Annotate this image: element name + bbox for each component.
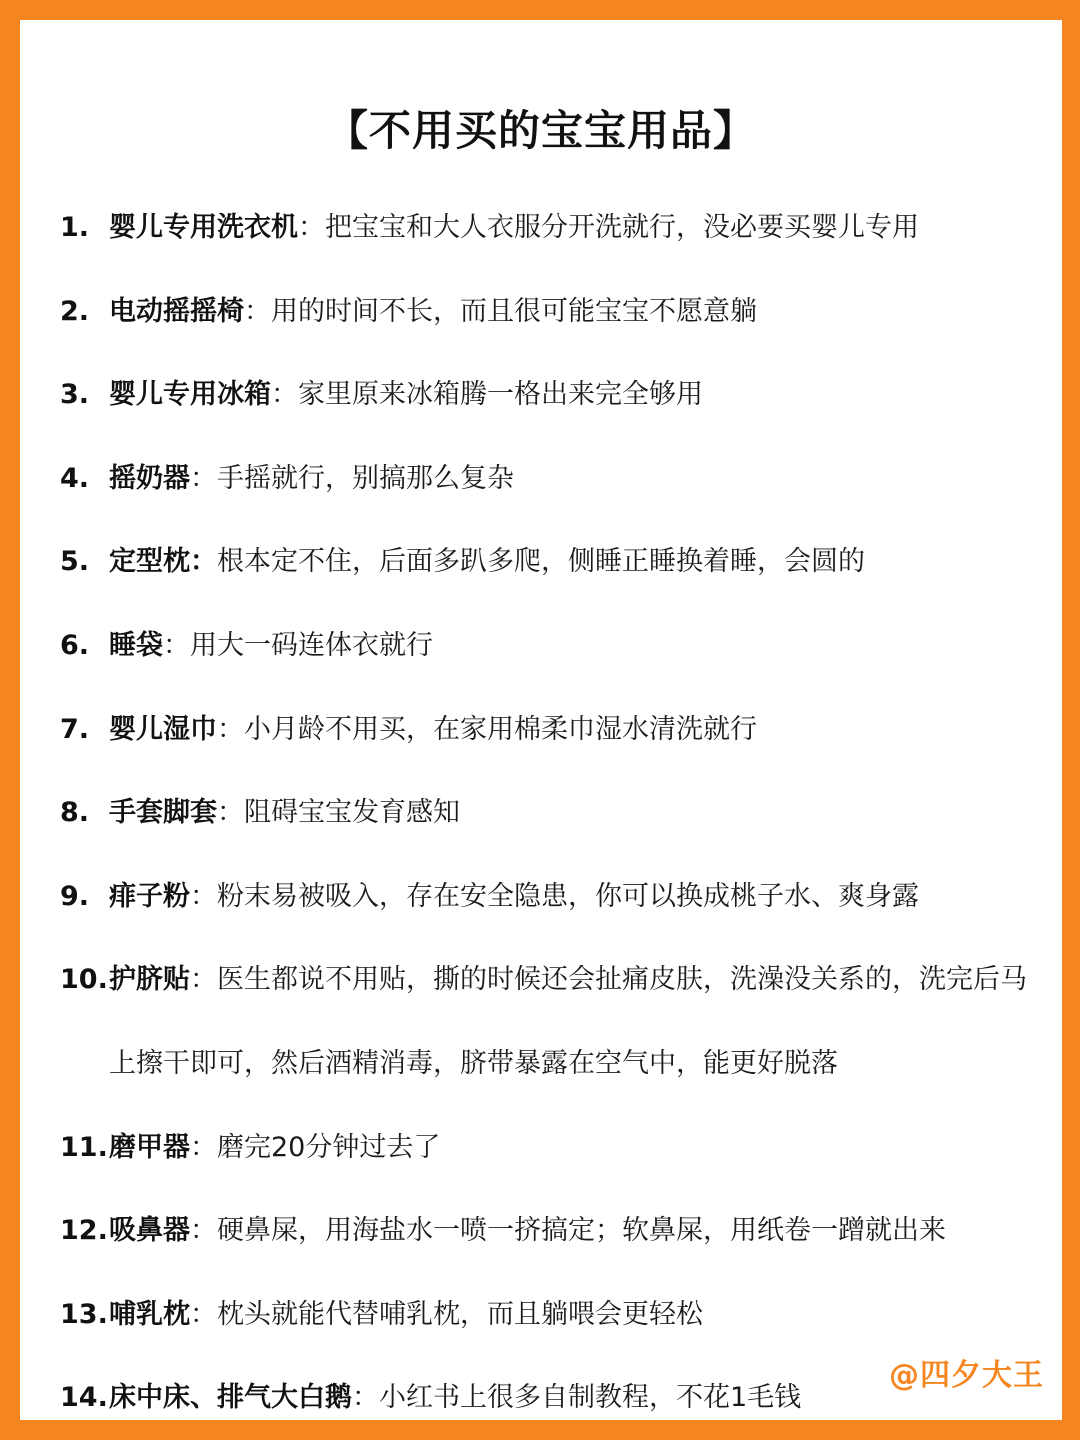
item-term: 护脐贴 [109,964,190,996]
item-description: 用的时间不长，而且很可能宝宝不愿意躺 [271,295,757,327]
item-description: 硬鼻屎，用海盐水一喷一挤搞定；软鼻屎，用纸卷一蹭就出来 [217,1215,946,1247]
item-term: 手套脚套 [109,797,217,829]
item-term: 婴儿专用冰箱 [109,379,271,411]
list-item [60,688,1050,772]
page-title: 【不用买的宝宝用品】 [325,106,756,155]
item-description: 小月龄不用买，在家用棉柔巾湿水清洗就行 [244,713,757,745]
item-separator: ： [217,797,244,829]
item-number: 14. [60,1382,108,1414]
item-description: 粉末易被吸入，存在安全隐患，你可以换成桃子水、爽身露 [217,880,919,912]
item-separator: ： [190,462,217,494]
list-item [60,938,1050,1105]
item-description: 磨完20分钟过去了 [217,1131,441,1163]
item-separator: ： [244,295,271,327]
item-term: 床中床、排气大白鹅 [109,1382,352,1414]
item-description: 枕头就能代替哺乳枕，而且躺喂会更轻松 [217,1298,703,1330]
content-card [20,20,1062,1420]
author-watermark: @四夕大王 [889,1358,1044,1393]
item-number: 7. [60,713,90,745]
item-separator: ： [190,1131,217,1163]
list-item [60,1106,1050,1190]
item-term: 定型枕： [109,546,217,578]
item-description: 阻碍宝宝发育感知 [244,797,460,829]
item-number: 4. [60,462,90,494]
item-term: 磨甲器 [109,1131,190,1163]
item-separator: ： [217,713,244,745]
item-term: 吸鼻器 [109,1215,190,1247]
item-separator: ： [298,212,325,243]
item-list [60,186,1050,1440]
item-term: 哺乳枕 [109,1298,190,1330]
list-item [60,1189,1050,1273]
list-item [60,353,1050,437]
list-item [60,771,1050,855]
item-term: 痱子粉 [109,880,190,912]
list-item [60,1273,1050,1357]
item-number: 1. [60,212,90,243]
item-separator: ： [190,1298,217,1330]
item-separator: ： [190,1215,217,1247]
item-number: 11. [60,1131,108,1163]
item-separator: ： [352,1382,379,1414]
list-item [60,270,1050,354]
item-number: 12. [60,1215,108,1247]
list-item [60,186,1050,270]
item-description: 医生都说不用贴，撕的时候还会扯痛皮肤，洗澡没关系的，洗完后马上擦干即可，然后酒精消毒，脐带暴露在空气中，能更好脱落 [109,964,1027,1079]
item-number: 8. [60,797,90,829]
item-term: 摇奶器 [109,462,190,494]
item-description: 家里原来冰箱腾一格出来完全够用 [298,379,703,411]
item-number: 3. [60,379,90,411]
item-number: 5. [60,546,90,578]
item-separator: ： [271,379,298,411]
item-term: 婴儿专用洗衣机 [109,212,298,243]
list-item [60,520,1050,604]
item-number: 9. [60,880,90,912]
item-term: 睡袋 [109,629,163,661]
item-separator: ： [190,880,217,912]
item-term: 电动摇摇椅 [109,295,244,327]
item-number: 6. [60,629,90,661]
list-item [60,855,1050,939]
item-description: 手摇就行，别搞那么复杂 [217,462,514,494]
item-separator: ： [163,629,190,661]
item-term: 婴儿湿巾 [109,713,217,745]
item-number: 2. [60,295,90,327]
item-separator: ： [190,964,217,996]
item-number: 10. [60,964,108,996]
list-item [60,437,1050,521]
item-description: 用大一码连体衣就行 [190,629,433,661]
item-description: 小红书上很多自制教程，不花1毛钱 [379,1382,802,1414]
item-description: 根本定不住，后面多趴多爬，侧睡正睡换着睡，会圆的 [217,546,865,578]
item-number: 13. [60,1298,108,1330]
list-item [60,604,1050,688]
item-description: 把宝宝和大人衣服分开洗就行，没必要买婴儿专用 [325,212,919,243]
